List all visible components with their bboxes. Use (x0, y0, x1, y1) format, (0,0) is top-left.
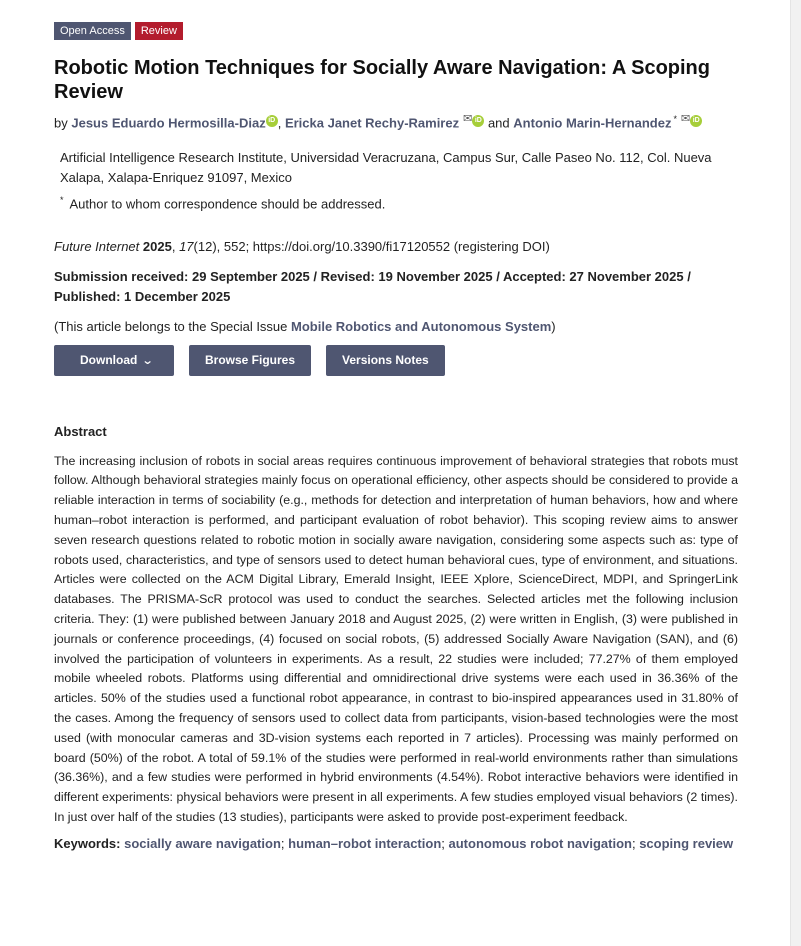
versions-notes-button[interactable]: Versions Notes (326, 345, 445, 376)
corresponding-star: * (673, 114, 677, 124)
affiliation: Artificial Intelligence Research Institute, Universidad Veracruzana, Campus Sur, Calle Paseo No. 112, Col. Nueva Xalapa, Xalapa-Enriquez 91097, Mexico (60, 150, 712, 186)
citation: Future Internet 2025, 17(12), 552; https://doi.org/10.3390/fi17120552 (registering DOI) (54, 238, 550, 254)
keyword-link[interactable]: human–robot interaction (288, 835, 442, 851)
orcid-icon[interactable]: iD (690, 115, 702, 127)
article-title: Robotic Motion Techniques for Socially Aware Navigation: A Scoping Review (54, 57, 710, 103)
special-issue-suffix: ) (551, 318, 556, 334)
download-label: Download (80, 352, 138, 367)
keywords-label: Keywords: (54, 835, 121, 851)
review-badge[interactable]: Review (135, 22, 183, 40)
citation-rest[interactable]: (12), 552; https://doi.org/10.3390/fi17120552 (registering DOI) (193, 238, 550, 254)
keyword-link[interactable]: socially aware navigation (124, 835, 281, 851)
keywords (54, 834, 738, 854)
special-issue-link[interactable]: Mobile Robotics and Autonomous System (291, 318, 552, 334)
scrollbar[interactable] (790, 0, 801, 946)
author-separator: , (277, 115, 282, 131)
author-link-hermosilla[interactable]: Jesus Eduardo Hermosilla-Diaz (71, 115, 266, 131)
orcid-icon[interactable]: iD (266, 115, 278, 127)
keyword-link[interactable]: autonomous robot navigation (448, 835, 632, 851)
journal-name[interactable]: Future Internet (54, 238, 140, 254)
action-buttons (54, 345, 738, 376)
abstract-heading: Abstract (54, 423, 107, 439)
article-page (54, 22, 738, 854)
author-list (54, 110, 738, 132)
citation-volume: 17 (179, 238, 194, 254)
browse-figures-button[interactable]: Browse Figures (189, 345, 311, 376)
abstract-text: The increasing inclusion of robots in social areas requires continuous improvement of behavioral strategies that robots must follow. Although behavioral strategies mainly focus on operational efficiency, other aspects should be considered to provide a reliable interaction in terms of sociability (e.g., methods for detection and interpretation of human behaviors, how and where human–robot interaction is performed, and participant evaluation of robot behavior). This scoping review aims to answer seven research questions related to robotic motion in socially aware navigation, considering some aspects such as: type of robots used, characteristics, and type of sensors used to detect human behavioral cues, type of environment, and situations. Articles were collected on the ACM Digital Library, Emerald Insight, IEEE Xplore, ScienceDirect, MDPI, and SpringerLink databases. The PRISMA-ScR protocol was used to conduct the searches. Selected articles met the following inclusion criteria. They: (1) were published between January 2018 and August 2025, (2) were written in English, (3) were published in journals or conference proceedings, (4) focused on social robots, (5) addressed Socially Aware Navigation (SAN), and (6) involved the participation of volunteers in experiments. As a result, 22 studies were included; 77.27% of them employed mobile wheeled robots. Platforms using differential and omnidirectional drive systems were each used in 36.36% of the articles. 50% of the studies used a functional robot appearance, in contrast to bio-inspired appearances used in 31.80% of the cases. Among the frequency of sensors used to collect data from participants, vision-based technologies were the most used (with monocular cameras and 3D-vision systems each reported in 7 articles). Processing was mainly performed on board (50%) of the robot. A total of 59.1% of the studies were performed in real-world environments rather than simulations (36.36%), and a few studies were performed in hybrid environments (4.54%). Robot interactive behaviors were identified in different experiments: physical behaviors were present in all experiments. A few studies employed visual behaviors (2 times). In just over half of the studies (13 studies), participants were asked to provide post-experiment feedback. (54, 453, 738, 824)
chevron-down-icon: ⌄ (141, 354, 154, 367)
keyword-separator: ; (280, 835, 285, 851)
correspondence-mark: * (60, 195, 64, 206)
badges (54, 22, 738, 40)
correspondence-text: Author to whom correspondence should be addressed. (69, 196, 386, 212)
special-issue-prefix: (This article belongs to the Special Issue (54, 318, 292, 334)
author-link-rechy[interactable]: Ericka Janet Rechy-Ramirez (284, 115, 460, 131)
download-button[interactable] (54, 345, 174, 376)
and-label: and (487, 115, 510, 131)
orcid-icon[interactable]: iD (472, 115, 484, 127)
special-issue (54, 317, 738, 337)
author-link-marin[interactable]: Antonio Marin-Hernandez (513, 115, 672, 131)
publication-dates: Submission received: 29 September 2025 / Revised: 19 November 2025 / Accepted: 27 November 2025 / Published: 1 December 2025 (54, 268, 691, 304)
keyword-separator: ; (631, 835, 636, 851)
citation-year: 2025 (142, 238, 172, 254)
envelope-icon[interactable]: ✉ (463, 113, 473, 125)
envelope-icon[interactable]: ✉ (680, 113, 691, 125)
keyword-link[interactable]: scoping review (639, 835, 734, 851)
keyword-separator: ; (441, 835, 445, 851)
correspondence-note (60, 191, 738, 213)
open-access-badge[interactable]: Open Access (54, 22, 131, 40)
by-label: by (54, 115, 68, 131)
